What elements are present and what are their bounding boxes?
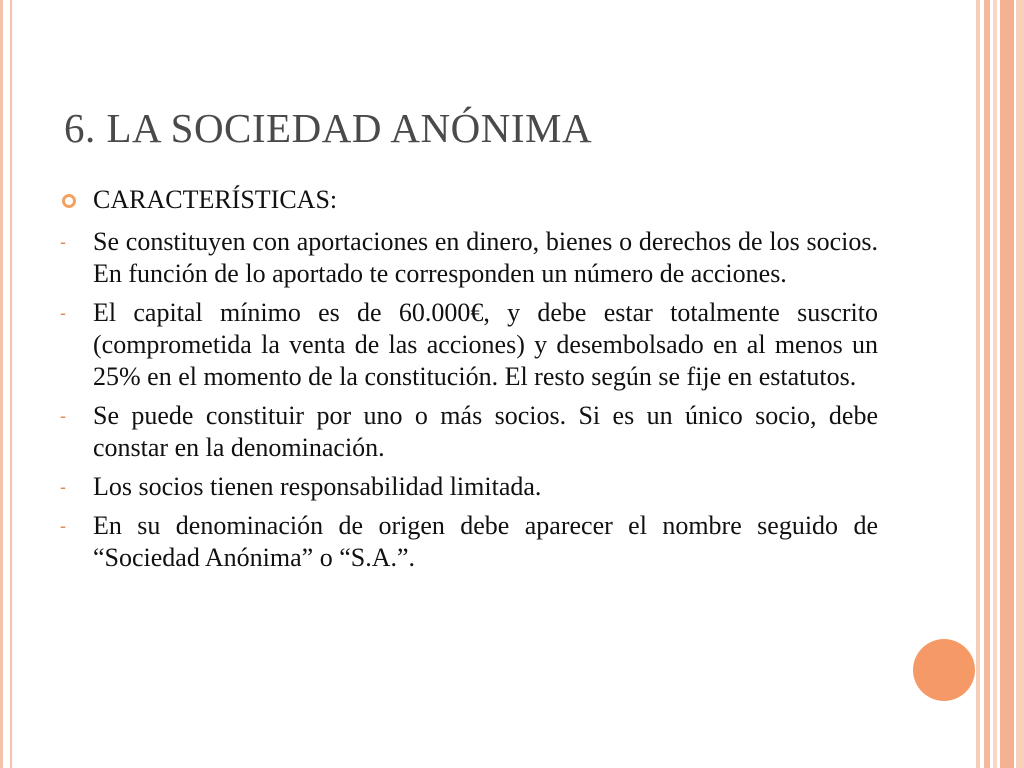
dash-bullet-icon: -: [60, 232, 66, 252]
section-heading-text: CARACTERÍSTICAS:: [93, 185, 338, 214]
right-decorative-stripe: [984, 0, 990, 768]
ring-bullet-icon: [62, 194, 76, 208]
list-item-text: Se constituyen con aportaciones en dinero, bienes o derechos de los socios. En función de lo aportado te corresponden un número de acciones.: [93, 227, 878, 288]
list-item-text: El capital mínimo es de 60.000€, y debe estar totalmente suscrito (comprometida la venta de las acciones) y desembolsado en al menos un 25% en el momento de la constitución. El resto según se fije en estatutos.: [93, 298, 878, 391]
list-item: [60, 471, 878, 503]
dash-bullet-icon: -: [60, 477, 66, 497]
dash-bullet-icon: -: [60, 303, 66, 323]
slide-content: [60, 184, 878, 581]
decorative-circle-icon: [913, 639, 975, 701]
list-item-text: Se puede constituir por uno o más socios. Si es un único socio, debe constar en la denominación.: [93, 401, 878, 462]
dash-bullet-icon: -: [60, 516, 66, 536]
right-decorative-stripe: [993, 0, 997, 768]
list-item-text: En su denominación de origen debe aparecer el nombre seguido de “Sociedad Anónima” o “S.A.”.: [93, 511, 878, 572]
section-heading: [60, 184, 878, 216]
right-decorative-stripe: [1016, 0, 1024, 768]
list-item: [60, 510, 878, 574]
right-decorative-stripe: [976, 0, 980, 768]
left-border-line: [0, 0, 3, 768]
list-item: [60, 400, 878, 464]
list-item: [60, 297, 878, 393]
slide-title: 6. LA SOCIEDAD ANÓNIMA: [64, 105, 593, 151]
dash-bullet-icon: -: [60, 406, 66, 426]
list-item-text: Los socios tienen responsabilidad limitada.: [93, 472, 542, 501]
right-decorative-stripe: [1000, 0, 1014, 768]
list-item: [60, 226, 878, 290]
left-border-line: [10, 0, 12, 768]
